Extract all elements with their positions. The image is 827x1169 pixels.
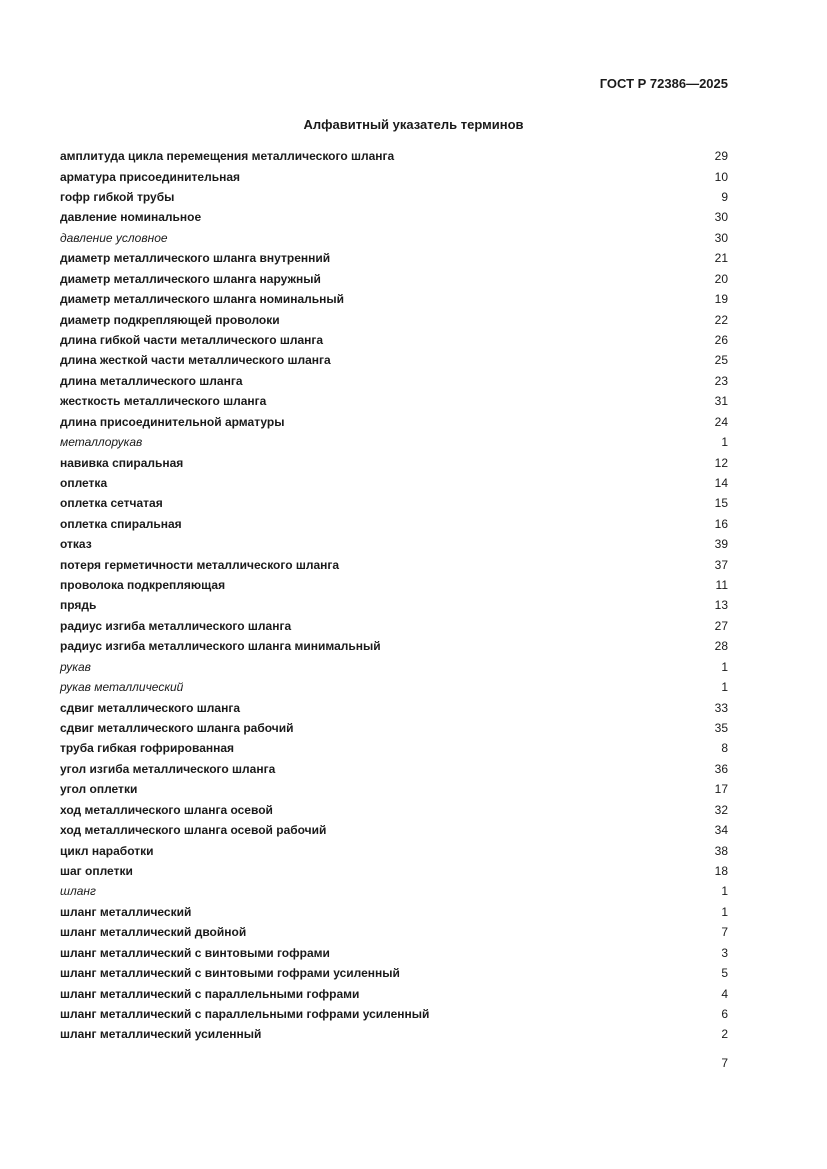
index-entry: [60, 534, 728, 554]
index-term-number: 9: [721, 190, 728, 205]
index-term: оплетка сетчатая: [60, 496, 163, 511]
index-entry: [60, 636, 728, 656]
index-entry: [60, 514, 728, 534]
index-term-number: 26: [714, 333, 728, 347]
index-term: давление условное: [60, 230, 168, 245]
index-term: радиус изгиба металлического шланга минимальный: [60, 639, 381, 654]
index-entry: [60, 861, 728, 881]
index-term: диаметр металлического шланга наружный: [60, 271, 321, 286]
index-term: диаметр подкрепляющей проволоки: [60, 312, 280, 327]
index-entry: [60, 371, 728, 391]
index-entry: [60, 677, 728, 697]
index-entry: [60, 983, 728, 1003]
index-entry: [60, 289, 728, 309]
index-entry: [60, 187, 728, 207]
index-term-number: 22: [714, 312, 728, 327]
index-term: ход металлического шланга осевой: [60, 802, 273, 817]
index-term-number: 7: [721, 925, 728, 940]
index-entry: [60, 330, 728, 350]
index-term-number: 12: [714, 455, 728, 470]
index-entry: [60, 309, 728, 329]
index-term-number: 10: [714, 169, 728, 184]
index-entry: [60, 1004, 728, 1024]
index-term: амплитуда цикла перемещения металлического шланга: [60, 149, 395, 164]
index-term-number: 33: [714, 700, 728, 715]
index-term-number: 29: [714, 149, 728, 164]
index-entry: [60, 575, 728, 595]
index-entry: [60, 493, 728, 513]
index-term-number: 15: [714, 496, 728, 511]
index-term: шланг металлический с винтовыми гофрами: [60, 945, 330, 960]
index-term: гофр гибкой трубы: [60, 190, 175, 205]
index-entry: [60, 800, 728, 820]
index-term: потеря герметичности металлического шланга: [60, 557, 340, 572]
index-term: ход металлического шланга осевой рабочий: [60, 823, 327, 838]
index-term: отказ: [60, 537, 92, 552]
index-term-number: 11: [715, 578, 728, 593]
index-term-number: 8: [721, 741, 728, 756]
index-term: угол оплетки: [60, 782, 138, 797]
index-term: длина жесткой части металлического шланга: [60, 353, 331, 368]
index-term: жесткость металлического шланга: [60, 394, 267, 409]
index-term-number: 28: [714, 639, 728, 654]
index-term-number: 34: [714, 823, 728, 838]
index-entry: [60, 166, 728, 186]
index-term: диаметр металлического шланга номинальный: [60, 292, 345, 307]
index-entry: [60, 820, 728, 840]
index-term: шланг металлический усиленный: [60, 1027, 262, 1042]
index-entry: [60, 942, 728, 962]
index-term-number: 20: [714, 271, 728, 286]
index-term: шланг металлический двойной: [60, 925, 247, 940]
index-term: сдвиг металлического шланга рабочий: [60, 721, 294, 736]
index-term: цикл наработки: [60, 843, 154, 858]
index-term-number: 1: [721, 659, 728, 674]
index-term-number: 39: [714, 537, 728, 552]
index-term-number: 5: [721, 966, 728, 981]
page-number: 7: [721, 1056, 728, 1070]
index-entry: [60, 840, 728, 860]
index-entry: [60, 616, 728, 636]
index-entry: [60, 759, 728, 779]
index-term-number: 16: [714, 516, 728, 531]
index-entry: [60, 432, 728, 452]
index-term: сдвиг металлического шланга: [60, 700, 240, 715]
index-term: рукав металлический: [60, 680, 184, 695]
index-term: шланг металлический с параллельными гофрами усиленный: [60, 1006, 430, 1021]
index-entry: [60, 1024, 728, 1044]
index-term-number: 4: [721, 986, 728, 1001]
index-entry: [60, 902, 728, 922]
index-entry: [60, 207, 728, 227]
index-entry: [60, 554, 728, 574]
index-entry: [60, 350, 728, 370]
index-entry: [60, 779, 728, 799]
index-term-number: 1: [721, 884, 728, 899]
index-term: металлорукав: [60, 435, 143, 450]
index-term: труба гибкая гофрированная: [60, 741, 235, 756]
standard-designation: ГОСТ Р 72386—2025: [599, 76, 728, 91]
index-entry: [60, 391, 728, 411]
index-entry: [60, 228, 728, 248]
index-term: навивка спиральная: [60, 455, 184, 470]
index-entry: [60, 248, 728, 268]
index-term-number: 13: [714, 598, 728, 613]
index-term: арматура присоединительная: [60, 169, 240, 184]
terms-index: [60, 146, 728, 1045]
index-term-number: 30: [714, 210, 728, 225]
index-entry: [60, 922, 728, 942]
index-term: длина присоединительной арматуры: [60, 414, 285, 429]
index-entry: [60, 738, 728, 758]
index-entry: [60, 697, 728, 717]
index-term: угол изгиба металлического шланга: [60, 761, 276, 776]
index-term-number: 27: [714, 618, 728, 633]
index-term-number: 1: [721, 680, 728, 695]
index-term-number: 25: [714, 353, 728, 368]
index-term-number: 38: [714, 843, 728, 858]
index-term-number: 19: [714, 292, 728, 307]
index-term: шланг металлический с винтовыми гофрами усиленный: [60, 966, 400, 981]
index-title: Алфавитный указатель терминов: [303, 117, 524, 132]
index-term: шланг: [60, 884, 96, 899]
index-term-number: 18: [714, 863, 728, 878]
index-term-number: 30: [714, 230, 728, 245]
index-term-number: 35: [714, 721, 728, 736]
index-entry: [60, 657, 728, 677]
index-term-number: 31: [714, 394, 728, 409]
index-term-number: 37: [714, 557, 728, 572]
index-term-number: 21: [714, 251, 728, 266]
index-entry: [60, 411, 728, 431]
index-term: шланг металлический с параллельными гофрами: [60, 986, 360, 1001]
index-term: проволока подкрепляющая: [60, 578, 226, 593]
index-term-number: 32: [714, 802, 728, 817]
index-term: длина гибкой части металлического шланга: [60, 333, 324, 347]
index-entry: [60, 473, 728, 493]
index-entry: [60, 452, 728, 472]
index-term: шаг оплетки: [60, 863, 133, 878]
index-term: длина металлического шланга: [60, 373, 243, 388]
index-term-number: 14: [714, 475, 728, 490]
index-entry: [60, 595, 728, 615]
index-term-number: 1: [721, 435, 728, 450]
index-term-number: 3: [721, 945, 728, 960]
index-term-number: 1: [721, 904, 728, 919]
index-term: прядь: [60, 598, 97, 613]
index-term: оплетка: [60, 475, 108, 490]
index-term-number: 24: [714, 414, 728, 429]
index-term-number: 36: [714, 761, 728, 776]
index-term: давление номинальное: [60, 210, 202, 225]
index-term: оплетка спиральная: [60, 516, 182, 531]
index-entry: [60, 718, 728, 738]
index-entry: [60, 146, 728, 166]
index-term-number: 17: [714, 782, 728, 797]
index-term: радиус изгиба металлического шланга: [60, 618, 292, 633]
index-term: шланг металлический: [60, 904, 192, 919]
index-entry: [60, 269, 728, 289]
index-term-number: 6: [721, 1006, 728, 1021]
index-entry: [60, 963, 728, 983]
index-term-number: 23: [714, 373, 728, 388]
index-term-number: 2: [721, 1027, 728, 1042]
index-term: диаметр металлического шланга внутренний: [60, 251, 331, 266]
index-term: рукав: [60, 659, 91, 674]
index-entry: [60, 881, 728, 901]
